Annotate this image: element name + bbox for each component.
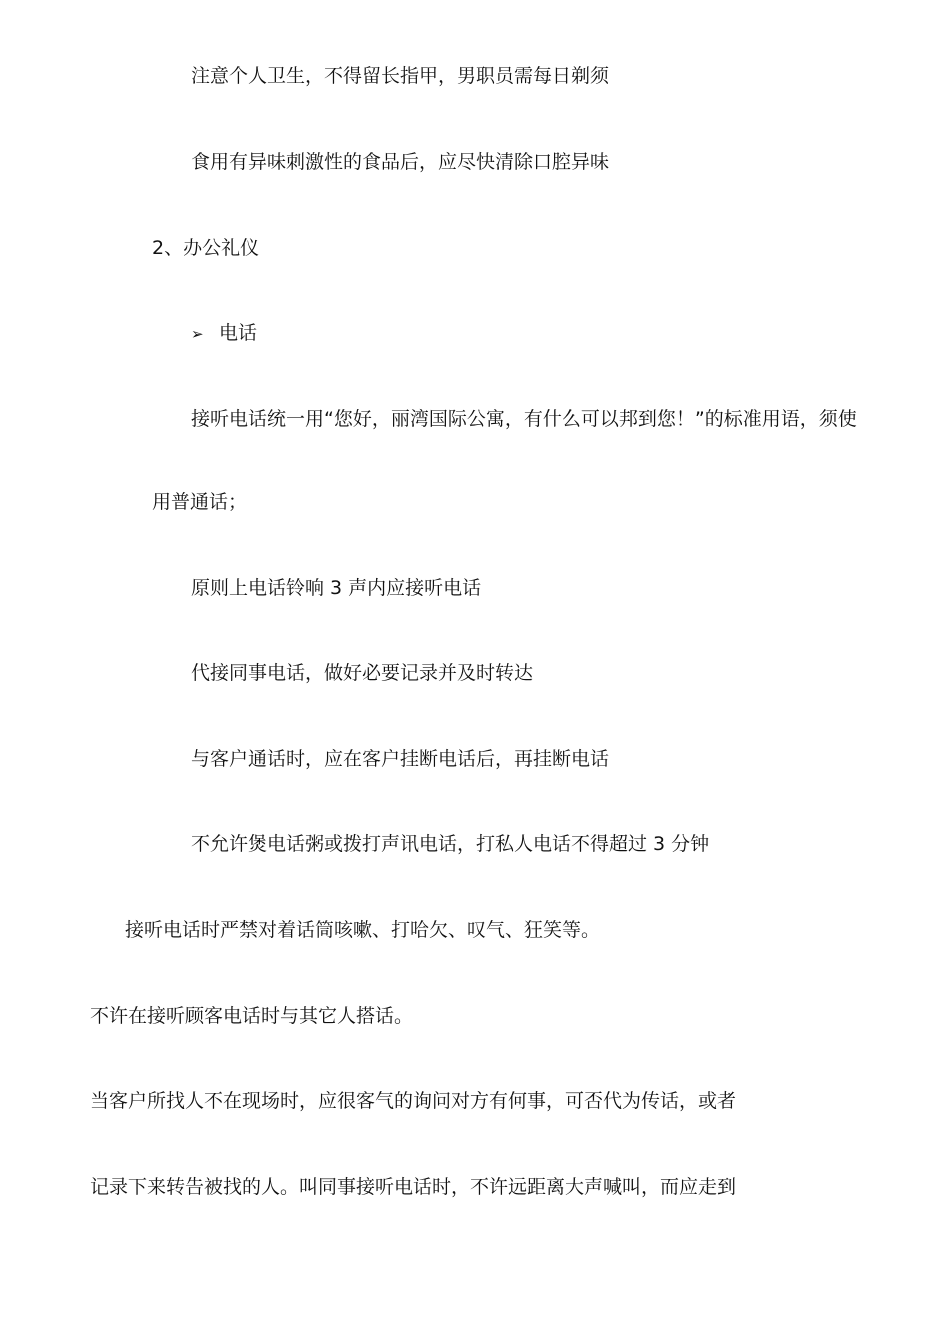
paragraph-greeting-standard: 接听电话统一用“您好，丽湾国际公寓，有什么可以邦到您！”的标准用语，须使 xyxy=(191,408,857,430)
paragraph-private-calls: 不允许煲电话粥或拨打声讯电话，打私人电话不得超过 3 分钟 xyxy=(191,833,710,855)
paragraph-hang-up-order: 与客户通话时，应在客户挂断电话后，再挂断电话 xyxy=(191,748,610,770)
paragraph-colleague-calls: 代接同事电话，做好必要记录并及时转达 xyxy=(191,662,534,684)
paragraph-odor-food: 食用有异味刺激性的食品后，应尽快清除口腔异味 xyxy=(191,151,610,173)
paragraph-absent-person-continued: 记录下来转告被找的人。叫同事接听电话时，不许远距离大声喊叫，而应走到 xyxy=(90,1176,737,1198)
paragraph-absent-person: 当客户所找人不在现场时，应很客气的询问对方有何事，可否代为传话，或者 xyxy=(90,1090,737,1112)
section-heading-office-etiquette: 2、办公礼仪 xyxy=(152,237,260,259)
paragraph-no-side-talk: 不许在接听顾客电话时与其它人搭话。 xyxy=(90,1005,414,1027)
paragraph-greeting-continuation: 用普通话； xyxy=(152,491,248,513)
paragraph-hygiene-nails: 注意个人卫生，不得留长指甲，男职员需每日剃须 xyxy=(191,65,610,87)
paragraph-answer-rings: 原则上电话铃响 3 声内应接听电话 xyxy=(191,577,482,599)
bullet-label: 电话 xyxy=(219,322,258,344)
paragraph-no-coughing: 接听电话时严禁对着话筒咳嗽、打哈欠、叹气、狂笑等。 xyxy=(125,919,601,941)
arrow-bullet-icon: ➢ xyxy=(191,325,204,343)
bullet-item-telephone xyxy=(191,321,257,346)
